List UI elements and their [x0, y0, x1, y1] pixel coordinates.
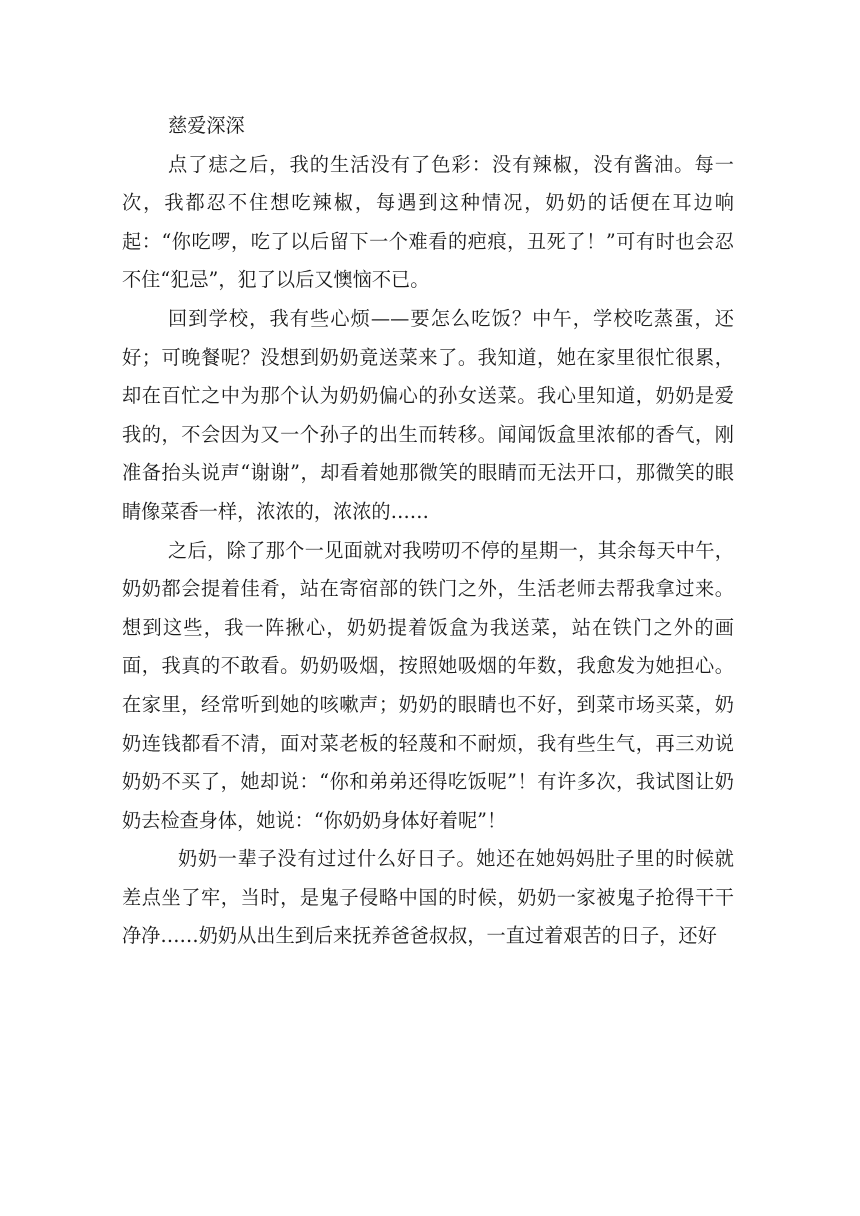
paragraph-4: 奶奶一辈子没有过过什么好日子。她还在她妈妈肚子里的时候就差点坐了牢，当时，是鬼子侵略中国的时候，奶奶一家被鬼子抢得干干净净……奶奶从出生到后来抚养爸爸叔叔，一直过着艰苦的日子，还好	[122, 847, 734, 948]
paragraph-1: 点了痣之后，我的生活没有了色彩：没有辣椒，没有酱油。每一次，我都忍不住想吃辣椒，每遇到这种情况，奶奶的话便在耳边响起：“你吃啰，吃了以后留下一个难看的疤痕，丑死了！”可有时也会忍不住“犯忌”，犯了以后又懊恼不已。	[122, 152, 734, 292]
document-body	[122, 107, 734, 956]
paragraph-3: 之后，除了那个一见面就对我唠叨不停的星期一，其余每天中午，奶奶都会提着佳肴，站在寄宿部的铁门之外，生活老师去帮我拿过来。想到这些，我一阵揪心，奶奶提着饭盒为我送菜，站在铁门之外的画面，我真的不敢看。奶奶吸烟，按照她吸烟的年数，我愈发为她担心。在家里，经常听到她的咳嗽声；奶奶的眼睛也不好，到菜市场买菜，奶奶连钱都看不清，面对菜老板的轻蔑和不耐烦，我有些生气，再三劝说奶奶不买了，她却说：“你和弟弟还得吃饭呢”！有许多次，我试图让奶奶去检查身体，她说：“你奶奶身体好着呢”！	[122, 538, 734, 832]
document-title: 慈爱深深	[168, 114, 245, 137]
paragraph-2: 回到学校，我有些心烦——要怎么吃饭？中午，学校吃蒸蛋，还好；可晚餐呢？没想到奶奶竟送菜来了。我知道，她在家里很忙很累，却在百忙之中为那个认为奶奶偏心的孙女送菜。我心里知道，奶奶是爱我的，不会因为又一个孙子的出生而转移。闻闻饭盒里浓郁的香气，刚准备抬头说声“谢谢”，却看着她那微笑的眼睛而无法开口，那微笑的眼睛像菜香一样，浓浓的，浓浓的……	[122, 306, 734, 523]
